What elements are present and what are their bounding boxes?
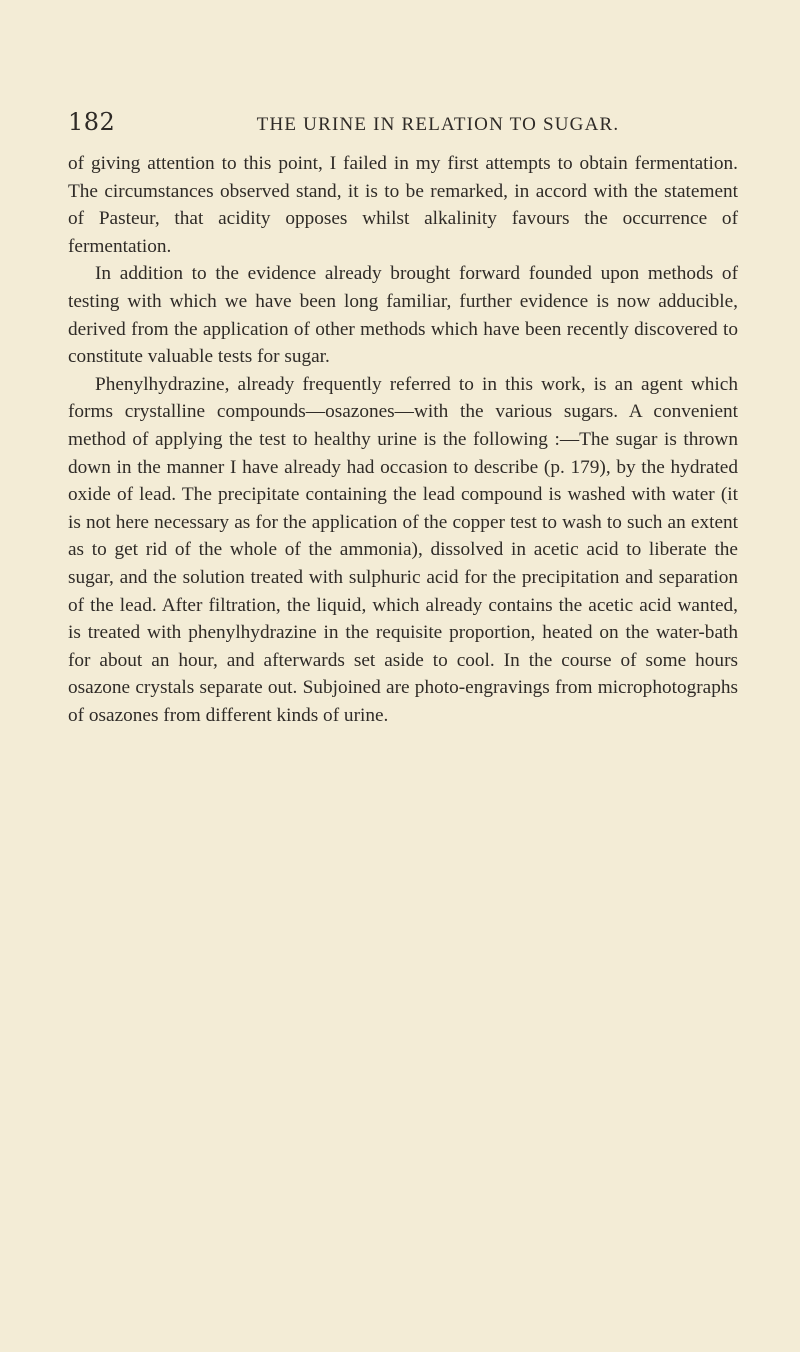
paragraph-phenylhydrazine: Phenylhydrazine, already frequently referred to in this work, is an agent which forms crystalline compounds—osazones—with the various sugars. A convenient method of applying the test to healthy urine is the following :—The sugar is thrown down in the manner I have already had occasion to describe (p. 179), by the hydrated oxide of lead. The precipitate containing the lead compound is washed with water (it is not here necessary as for the application of the copper test to wash to such an extent as to get rid of the whole of the ammonia), dissolved in acetic acid to liberate the sugar, and the solution treated with sulphuric acid for the precipitation and separation of the lead. After filtration, the liquid, which already contains the acetic acid wanted, is treated with phenylhydrazine in the requisite proportion, heated on the water-bath for about an hour, and afterwards set aside to cool. In the course of some hours osazone crystals separate out. Subjoined are photo-engravings from microphotographs of osazones from different kinds of urine.: [68, 373, 738, 726]
page-number: 182: [68, 108, 116, 136]
running-title: THE URINE IN RELATION TO SUGAR.: [256, 114, 620, 135]
body-text: [68, 150, 738, 729]
paragraph-evidence: In addition to the evidence already brought forward founded upon methods of testing with which we have been long familiar, further evidence is now adducible, derived from the application of other methods which have been recently discovered to constitute valuable tests for sugar.: [68, 263, 738, 368]
paragraph-continuation: of giving attention to this point, I failed in my first attempts to obtain fermentation. The circumstances observed stand, it is to be remarked, in accord with the statement of Pasteur, that acidity opposes whilst alkalinity favours the occurrence of fermentation.: [68, 153, 738, 257]
running-head: [68, 108, 738, 142]
